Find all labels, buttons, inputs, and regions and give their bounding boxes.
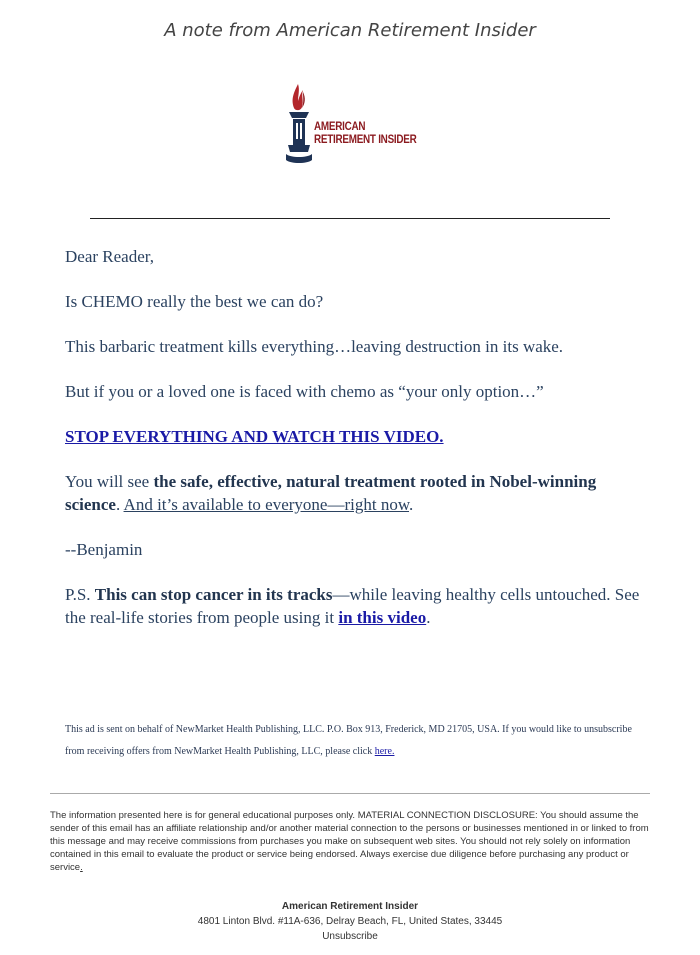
p5-bold: the safe, effective, natural treatment rooted in Nobel-winning science bbox=[65, 472, 597, 514]
in-this-video-link[interactable]: in this video bbox=[338, 608, 427, 627]
watch-video-link[interactable]: STOP EVERYTHING AND WATCH THIS VIDEO. bbox=[65, 427, 444, 446]
logo-wordmark bbox=[314, 121, 417, 147]
ps-bold: This can stop cancer in its tracks bbox=[94, 585, 333, 604]
paragraph-1: Is CHEMO really the best we can do? bbox=[65, 292, 324, 311]
logo-line-1: AMERICAN bbox=[314, 121, 366, 133]
ps-prefix: P.S. bbox=[65, 585, 95, 604]
ps-text: —while leaving healthy cells untouched. See the real-life stories from people using it bbox=[65, 585, 640, 627]
header-note: A note from American Retirement Insider bbox=[164, 20, 536, 41]
footer bbox=[0, 899, 700, 944]
footer-unsubscribe-link[interactable]: Unsubscribe bbox=[322, 931, 378, 942]
sent-on-behalf-note bbox=[65, 719, 640, 763]
disclosure-text bbox=[50, 809, 655, 874]
logo-line-2: RETIREMENT INSIDER bbox=[314, 134, 417, 146]
footer-address: 4801 Linton Blvd. #11A-636, Delray Beach, FL, United States, 33445 bbox=[197, 916, 503, 927]
cta-paragraph bbox=[65, 425, 645, 448]
footer-company: American Retirement Insider bbox=[281, 901, 419, 912]
p5-end: . bbox=[409, 495, 414, 514]
footer-divider bbox=[50, 793, 650, 794]
postscript bbox=[65, 583, 645, 629]
brand-logo[interactable] bbox=[283, 82, 423, 166]
disclosure-body: The information presented here is for general educational purposes only. MATERIAL CONNECTION DISCLOSURE: You should assume the sender of this email has an affiliate relationship and/or another material connection to the persons or businesses mentioned in or linked to from this message and may receive commissions from purchases you make on subsequent web sites. You should not rely solely on information contained in this email to evaluate the product or service being endorsed. Always exercise due diligence before purchasing any product or service bbox=[50, 810, 649, 873]
paragraph-5 bbox=[65, 470, 645, 516]
torch-tower-icon bbox=[283, 82, 315, 166]
ps-end: . bbox=[426, 608, 431, 627]
greeting: Dear Reader, bbox=[65, 247, 154, 266]
p5-mid: . bbox=[115, 495, 124, 514]
paragraph-3: But if you or a loved one is faced with chemo as “your only option…” bbox=[65, 382, 544, 401]
disclosure-end: . bbox=[80, 862, 83, 873]
signoff: --Benjamin bbox=[65, 540, 143, 559]
sent-note-text: This ad is sent on behalf of NewMarket Health Publishing, LLC. P.O. Box 913, Frederick, MD 21705, USA. If you would like to unsubscribe from receiving offers from NewMarket Health Publishing, LLC, please click bbox=[65, 724, 632, 757]
paragraph-2: This barbaric treatment kills everything…leaving destruction in its wake. bbox=[65, 337, 564, 356]
p5-prefix: You will see bbox=[65, 472, 154, 491]
header-divider bbox=[90, 218, 610, 219]
unsubscribe-here-link[interactable]: here. bbox=[374, 746, 395, 757]
p5-underlined: And it’s available to everyone—right now bbox=[123, 495, 410, 514]
letter-body bbox=[65, 245, 645, 651]
